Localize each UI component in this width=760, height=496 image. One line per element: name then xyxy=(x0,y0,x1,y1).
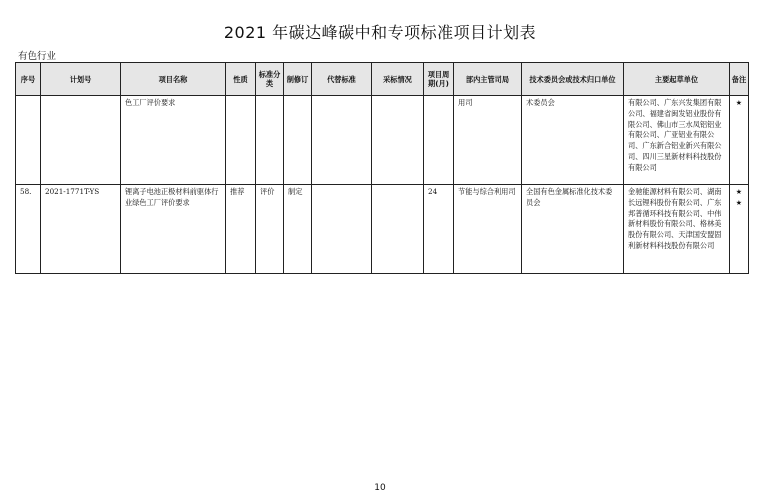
col-header-adopt: 采标情况 xyxy=(372,63,424,96)
cell-name: 色工厂评价要求 xyxy=(121,96,226,185)
cell-adopt xyxy=(372,96,424,185)
cell-drafters: 有限公司、广东兴发集团有限公司、福建省闽发铝业股份有限公司、佛山市三水凤铝铝业有限公司、广亚铝业有限公司、广东新合铝业新兴有限公司、四川三星新材料科技股份有限公司 xyxy=(624,96,730,185)
cell-seq: 58. xyxy=(16,185,41,274)
cell-remark: ★ xyxy=(730,96,749,185)
cell-replace xyxy=(312,185,372,274)
cell-remark: ★ ★ xyxy=(730,185,749,274)
cell-period: 24 xyxy=(424,185,454,274)
table-row xyxy=(16,185,749,274)
cell-replace xyxy=(312,96,372,185)
industry-label: 有色行业 xyxy=(18,51,57,62)
cell-committee: 术委员会 xyxy=(522,96,624,185)
cell-committee: 全国有色金属标准化技术委员会 xyxy=(522,185,624,274)
cell-revise xyxy=(284,96,312,185)
cell-nature: 推荐 xyxy=(226,185,256,274)
cell-plan-no xyxy=(41,96,121,185)
col-header-name: 项目名称 xyxy=(121,63,226,96)
cell-category: 评价 xyxy=(256,185,284,274)
cell-seq xyxy=(16,96,41,185)
col-header-revise: 制修订 xyxy=(284,63,312,96)
col-header-seq: 序号 xyxy=(16,63,41,96)
cell-plan-no: 2021-1771T-YS xyxy=(41,185,121,274)
col-header-drafters: 主要起草单位 xyxy=(624,63,730,96)
cell-dept: 用司 xyxy=(454,96,522,185)
col-header-dept: 部内主管司局 xyxy=(454,63,522,96)
page-number: 10 xyxy=(374,483,386,493)
col-header-plan-no: 计划号 xyxy=(41,63,121,96)
col-header-replace: 代替标准 xyxy=(312,63,372,96)
cell-revise: 制定 xyxy=(284,185,312,274)
col-header-remark: 备注 xyxy=(730,63,749,96)
standards-plan-table xyxy=(15,62,749,274)
col-header-period: 项目周期(月) xyxy=(424,63,454,96)
cell-period xyxy=(424,96,454,185)
table-header-row xyxy=(16,63,749,96)
cell-nature xyxy=(226,96,256,185)
col-header-committee: 技术委员会或技术归口单位 xyxy=(522,63,624,96)
cell-drafters: 金驰能源材料有限公司、湖南长远锂科股份有限公司、广东邦普循环科技有限公司、中伟新材料股份有限公司、格林美股份有限公司、天津国安盟固利新材料科技股份有限公司 xyxy=(624,185,730,274)
cell-adopt xyxy=(372,185,424,274)
page-title: 2021 年碳达峰碳中和专项标准项目计划表 xyxy=(223,23,537,42)
cell-category xyxy=(256,96,284,185)
col-header-nature: 性质 xyxy=(226,63,256,96)
cell-name: 锂离子电池正极材料前驱体行业绿色工厂评价要求 xyxy=(121,185,226,274)
col-header-category: 标准分类 xyxy=(256,63,284,96)
table-row xyxy=(16,96,749,185)
cell-dept: 节能与综合利用司 xyxy=(454,185,522,274)
